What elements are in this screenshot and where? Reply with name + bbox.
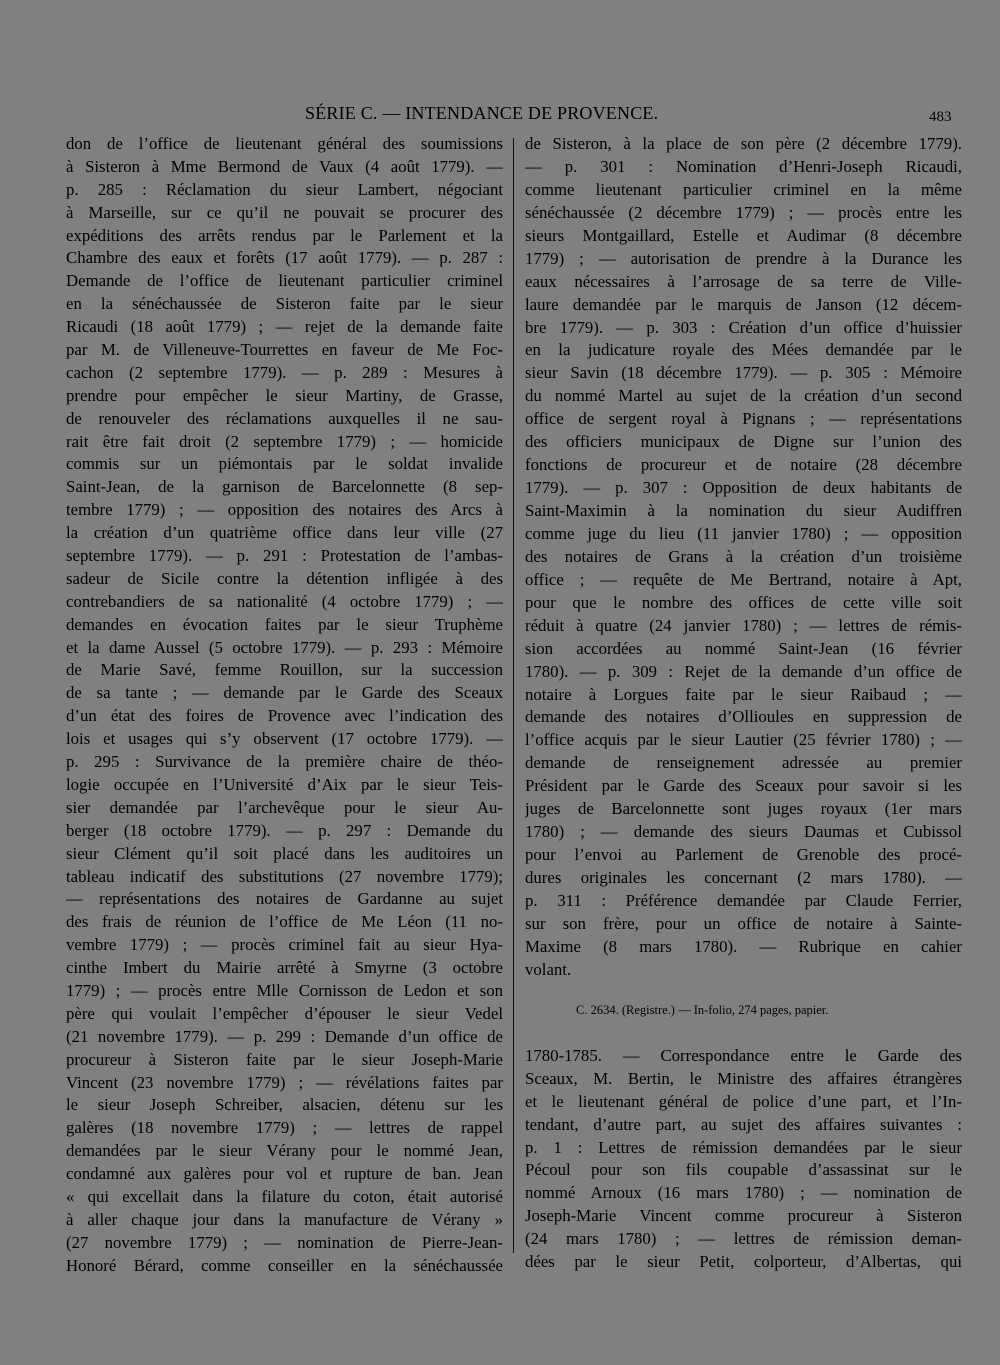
text-line: volant. [525,959,572,979]
text-line: Demande de l’office de lieutenant particulier criminel [66,271,503,291]
text-line: — p. 301 : Nomination d’Henri-Joseph Ricaudi, [525,156,962,176]
text-line: p. 311 : Préférence demandée par Claude Ferrier, [525,890,962,910]
text-line: 1779) ; — autorisation de prendre à la Durance les [525,248,962,268]
text-line: le sieur Joseph Schreiber, alsacien, détenu sur les [66,1095,503,1115]
text-line: fonctions de procureur et de notaire (28 décembre [525,455,962,475]
text-line: juges de Barcelonnette sont juges royaux (1er mars [525,799,962,819]
text-line: demandées par le sieur Vérany pour le nommé Jean, [66,1141,503,1161]
text-line: dures originales les concernant (2 mars 1780). — [525,868,962,887]
text-line: galères (18 novembre 1779) ; — lettres de rappel [66,1118,503,1138]
text-line: Maxime (8 mars 1780). — Rubrique en cahier [525,936,962,956]
text-line: Ricaudi (18 août 1779) ; — rejet de la demande faite [66,317,503,337]
text-line: sadeur de Sicile contre la détention infligée à des [66,568,503,588]
running-title: SÉRIE C. — INTENDANCE DE PROVENCE. [305,103,659,123]
text-line: expéditions des arrêts rendus par le Parlement et la [66,225,503,245]
text-line: sieurs Montgaillard, Estelle et Audimar (8 décembre [525,225,962,245]
text-line: et le lieutenant général de police d’une part, et l’In- [525,1091,962,1111]
text-line: 1780) ; — demande des sieurs Daumas et Cubissol [525,822,962,842]
text-line: Sceaux, M. Bertin, le Ministre des affaires étrangères [525,1068,962,1088]
text-line: à aller chaque jour dans la manufacture de Vérany » [66,1209,503,1229]
text-line: nommé Arnoux (16 mars 1780) ; — nomination de [525,1183,962,1203]
text-line: dées par le sieur Petit, colporteur, d’Albertas, qui [525,1252,962,1272]
text-line: lois et usages qui s’y observent (17 octobre 1779). — [66,729,503,749]
text-line: par M. de Villeneuve-Tourrettes en faveur de Me Foc- [66,340,503,360]
text-line: comme lieutenant particulier criminel en la même [525,179,962,199]
text-line: Chambre des eaux et forêts (17 août 1779). — p. 287 : [66,248,503,268]
text-line: eaux nécessaires à l’arrosage de sa terre de Ville- [525,271,962,291]
text-line: sion accordées au nommé Saint-Jean (16 février [525,638,962,658]
text-line: à Marseille, sur ce qu’il ne pouvait se procurer des [66,202,503,222]
text-line: réduit à quatre (24 janvier 1780) ; — lettres de rémis- [525,615,962,635]
text-line: bre 1779). — p. 303 : Création d’un office d’huissier [525,317,962,337]
column-divider [513,138,514,1253]
text-line: et la dame Aussel (5 octobre 1779). — p. 293 : Mémoire [66,637,503,657]
text-line: pour que le nombre des offices de cette ville soit [525,592,962,612]
text-line: des notaires de Grans à la création d’un troisième [525,546,962,566]
text-line: la création d’un quatrième office dans leur ville (27 [66,523,503,543]
text-line: des officiers municipaux de Digne sur l’union des [525,432,962,452]
running-head [0,103,1000,127]
text-line: d’un état des foires de Provence avec l’indication des [66,706,503,726]
text-line: p. 295 : Survivance de la première chaire de théo- [66,752,503,772]
text-line: — représentations des notaires de Gardanne au sujet [66,889,503,909]
text-line: Pécoul pour son fils coupable d’assassinat sur le [525,1160,962,1180]
text-line: pour l’envoi au Parlement de Grenoble des procé- [525,845,962,865]
text-line: en la judicature royale des Mées demandée par le [525,340,962,360]
text-line: de renouveler des réclamations auxquelles il ne sau- [66,408,503,428]
text-line: à Sisteron à Mme Bermond de Vaux (4 août 1779). — [66,156,503,176]
text-line: laure demandée par le marquis de Janson (12 décem- [525,294,962,314]
text-line: sur son frère, pour un office de notaire à Sainte- [525,913,962,933]
text-line: septembre 1779). — p. 291 : Protestation de l’ambas- [66,546,503,566]
text-line: (24 mars 1780) ; — lettres de rémission deman- [525,1229,962,1249]
text-line: (21 novembre 1779). — p. 299 : Demande d’un office de [66,1026,503,1046]
text-line: Saint-Maximin à la nomination du sieur Audiffren [525,501,962,520]
text-line: tendant, d’autre part, au sujet des affaires suivantes : [525,1114,962,1134]
text-line: 1780-1785. — Correspondance entre le Garde des [525,1046,962,1065]
text-line: rait être fait droit (2 septembre 1779) ; — homicide [66,431,503,451]
text-line: sénéchaussée (2 décembre 1779) ; — procès entre les [525,202,962,222]
text-line: Honoré Bérard, comme conseiller en la sénéchaussée [66,1255,503,1275]
text-line: Président par le Garde des Sceaux pour savoir si les [525,776,962,796]
text-line: don de l’office de lieutenant général des soumissions [66,134,503,153]
text-line: vembre 1779) ; — procès criminel fait au sieur Hya- [66,935,503,955]
right-column [525,133,962,982]
text-line: office ; — requête de Me Bertrand, notaire à Apt, [525,569,962,589]
text-line: demande des notaires d’Ollioules en suppression de [525,707,962,727]
text-line: notaire à Lorgues faite par le sieur Raibaud ; — [525,684,962,704]
text-line: p. 1 : Lettres de rémission demandées par le sieur [525,1137,962,1157]
text-line: 1779) ; — procès entre Mlle Cornisson de Ledon et son [66,980,503,1000]
text-line: des frais de réunion de l’office de Me Léon (11 no- [66,912,503,932]
text-line: cachon (2 septembre 1779). — p. 289 : Mesures à [66,362,503,382]
text-line: cinthe Imbert du Mairie arrêté à Smyrne (3 octobre [66,958,503,978]
text-line: Saint-Jean, de la garnison de Barcelonnette (8 sep- [66,477,503,497]
text-line: contrebandiers de sa nationalité (4 octobre 1779) ; — [66,591,503,611]
text-line: en la sénéchaussée de Sisteron faite par le sieur [66,294,503,314]
text-line: Joseph-Marie Vincent comme procureur à Sisteron [525,1206,962,1226]
page-number: 483 [929,109,952,125]
text-line: comme juge du lieu (11 janvier 1780) ; — opposition [525,523,962,543]
text-line: commis sur un piémontais par le soldat invalide [66,454,503,474]
text-line: berger (18 octobre 1779). — p. 297 : Demande du [66,820,503,840]
text-line: 1779). — p. 307 : Opposition de deux habitants de [525,478,962,498]
text-line: Vincent (23 novembre 1779) ; — révélations faites par [66,1072,503,1092]
text-line: tableau indicatif des substitutions (27 novembre 1779); [66,866,503,886]
text-line: logie occupée en l’Université d’Aix par le sieur Teis- [66,774,503,794]
text-line: de sa tante ; — demande par le Garde des Sceaux [66,683,503,703]
next-entry [525,1045,962,1274]
text-line: demande de renseignement adressée au premier [525,753,962,773]
text-line: du nommé Martel au sujet de la création d’un second [525,386,962,406]
text-line: sieur Savin (18 décembre 1779). — p. 305 : Mémoire [525,363,962,383]
text-line: sier demandée par l’archevêque pour le sieur Au- [66,797,503,817]
catalog-entry: C. 2634. (Registre.) — In-folio, 274 pages, papier. [576,1003,829,1017]
text-line: procureur à Sisteron faite par le sieur Joseph-Marie [66,1049,503,1069]
text-line: tembre 1779) ; — opposition des notaires des Arcs à [66,500,503,520]
left-column [66,133,503,1278]
text-line: (27 novembre 1779) ; — nomination de Pierre-Jean- [66,1232,503,1252]
text-line: prendre pour empêcher le sieur Martiny, de Grasse, [66,385,503,405]
text-line: de Marie Savé, femme Rouillon, sur la succession [66,660,503,680]
text-line: père qui voulait l’empêcher d’épouser le sieur Vedel [66,1003,503,1023]
text-line: condamné aux galères pour vol et rupture de ban. Jean [66,1164,503,1184]
text-line: office de sergent royal à Pignans ; — représentations [525,409,962,429]
text-line: sieur Clément qu’il soit placé dans les auditoires un [66,843,503,863]
text-line: p. 285 : Réclamation du sieur Lambert, négociant [66,179,503,199]
text-line: l’office acquis par le sieur Lautier (25 février 1780) ; — [525,730,962,750]
text-line: « qui excellait dans la filature du coton, était autorisé [66,1186,503,1206]
text-line: de Sisteron, à la place de son père (2 décembre 1779). [525,134,962,153]
text-line: demandes en évocation faites par le sieur Truphème [66,614,503,634]
text-line: 1780). — p. 309 : Rejet de la demande d’un office de [525,661,962,681]
